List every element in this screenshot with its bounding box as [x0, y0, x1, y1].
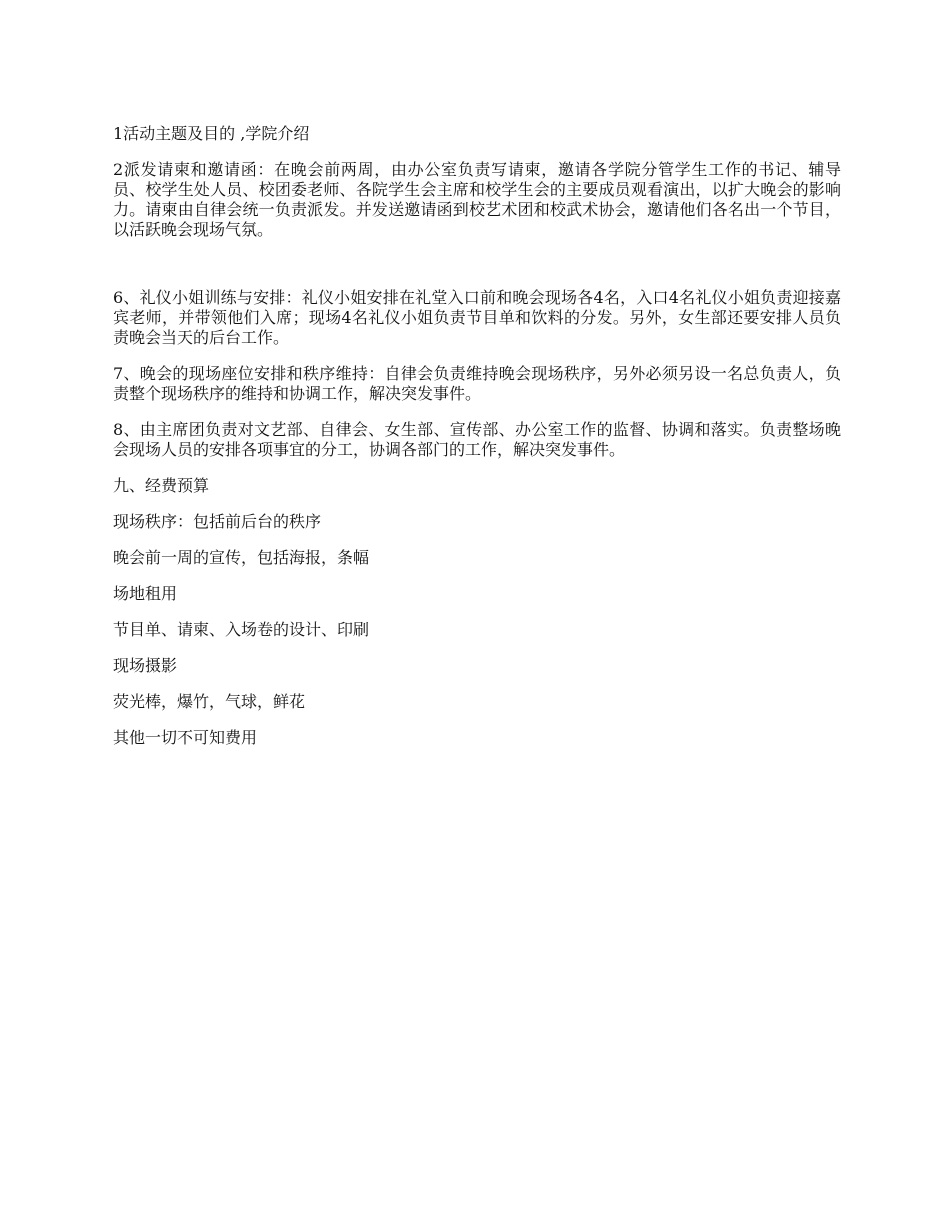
budget-item-misc: 其他一切不可知费用: [113, 728, 258, 747]
paragraph-activity-theme: 1活动主题及目的 ,学院介绍: [113, 124, 310, 143]
paragraph-invitations: 2派发请柬和邀请函：在晚会前两周，由办公室负责写请柬，邀请各学院分管学生工作的书记、辅导员、校学生处人员、校团委老师、各院学生会主席和校学生会的主要成员观看演出，以扩大晚会的影响力。请柬由自律会统一负责派发。并发送邀请函到校艺术团和校武术协会，邀请他们各名出一个节目，以活跃晚会现场气氛。: [113, 160, 841, 239]
budget-item-photography: 现场摄影: [113, 656, 178, 675]
heading-budget: 九、经费预算: [113, 476, 210, 495]
paragraph-seating-order: 7、晚会的现场座位安排和秩序维持：自律会负责维持晚会现场秩序，另外必须另设一名总负责人，负责整个现场秩序的维持和协调工作，解决突发事件。: [113, 364, 841, 403]
budget-item-publicity: 晚会前一周的宣传，包括海报，条幅: [113, 548, 370, 567]
paragraph-presidium: 8、由主席团负责对文艺部、自律会、女生部、宣传部、办公室工作的监督、协调和落实。负责整场晚会现场人员的安排各项事宜的分工，协调各部门的工作，解决突发事件。: [113, 420, 841, 459]
budget-item-props: 荧光棒，爆竹，气球，鲜花: [113, 692, 306, 711]
document-body: [113, 124, 841, 764]
budget-item-order: 现场秩序：包括前后台的秩序: [113, 512, 322, 531]
paragraph-etiquette: 6、礼仪小姐训练与安排：礼仪小姐安排在礼堂入口前和晚会现场各4名，入口4名礼仪小姐负责迎接嘉宾老师，并带领他们入席；现场4名礼仪小姐负责节目单和饮料的分发。另外，女生部还要安排人员负责晚会当天的后台工作。: [113, 288, 841, 347]
budget-item-printing: 节目单、请柬、入场卷的设计、印刷: [113, 620, 370, 639]
budget-item-venue: 场地租用: [113, 584, 178, 603]
